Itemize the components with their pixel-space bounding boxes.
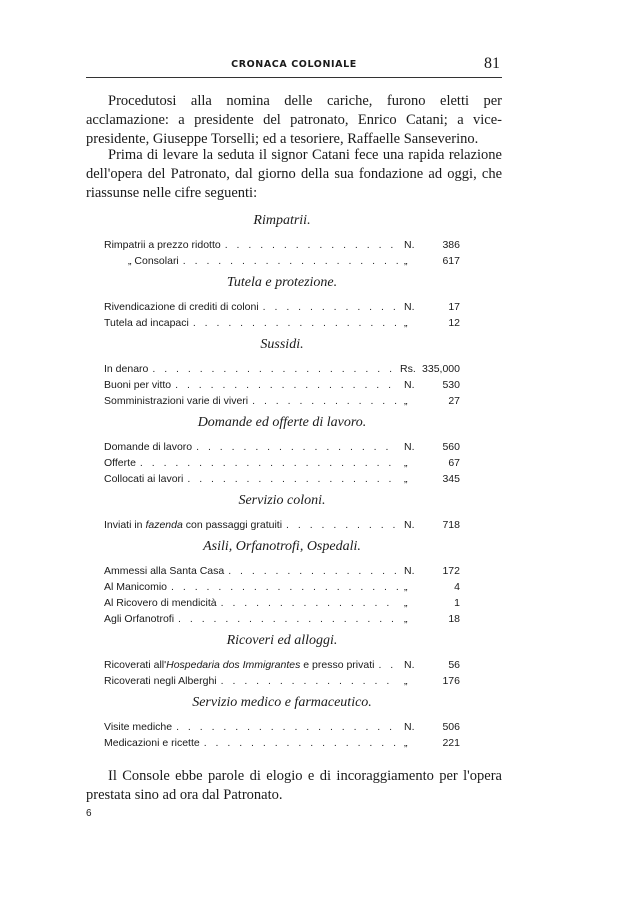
dot-leader xyxy=(176,721,398,733)
page-header xyxy=(86,55,502,78)
section-title: Tutela e protezione. xyxy=(226,275,338,290)
stat-unit: N. xyxy=(404,379,415,391)
stat-unit: „ xyxy=(404,597,408,609)
dot-leader xyxy=(196,441,398,453)
dot-leader xyxy=(252,395,398,407)
stat-row xyxy=(104,565,460,581)
stat-value: 17 xyxy=(448,301,460,313)
section-title: Domande ed offerte di lavoro. xyxy=(197,415,367,430)
stat-label-part: e presso privati xyxy=(300,659,375,671)
stat-unit: N. xyxy=(404,239,415,251)
stat-label: Buoni per vitto xyxy=(104,379,172,391)
stat-value: 67 xyxy=(448,457,460,469)
stat-row xyxy=(104,457,460,473)
stat-row xyxy=(104,473,460,489)
stat-row xyxy=(104,675,460,691)
stat-value: 4 xyxy=(454,581,460,593)
stat-label: Ammessi alla Santa Casa xyxy=(104,565,225,577)
stat-label: Domande di lavoro xyxy=(104,441,193,453)
stat-row xyxy=(104,255,460,271)
stat-label: Tutela ad incapaci xyxy=(104,317,189,329)
stat-row xyxy=(104,395,460,411)
stat-row xyxy=(104,301,460,317)
stat-unit: „ xyxy=(404,581,408,593)
stat-row xyxy=(104,519,460,535)
stat-label-part: con passaggi gratuiti xyxy=(182,519,283,531)
stat-label: „ Consolari xyxy=(128,255,179,267)
dot-leader xyxy=(152,363,394,375)
section-title: Ricoveri ed alloggi. xyxy=(226,633,338,648)
stat-unit: N. xyxy=(404,441,415,453)
stat-unit: „ xyxy=(404,613,408,625)
signature-mark: 6 xyxy=(86,808,92,819)
stat-unit: „ xyxy=(404,473,408,485)
stat-unit: „ xyxy=(404,395,408,407)
dot-leader xyxy=(378,659,398,671)
paragraph-election: Procedutosi alla nomina delle cariche, furono eletti per acclamazione: a presidente del patronato, Enrico Catani; a vice-presidente, Giuseppe Torselli; ed a tesoriere, Raffaelle Sanseverino. xyxy=(86,93,502,147)
stat-label: Ricoverati negli Alberghi xyxy=(104,675,217,687)
stat-unit: „ xyxy=(404,457,408,469)
stat-row xyxy=(104,613,460,629)
stat-label: Al Ricovero di mendicità xyxy=(104,597,217,609)
stat-row xyxy=(104,597,460,613)
dot-leader xyxy=(204,737,398,749)
dot-leader xyxy=(183,255,398,267)
stat-unit: „ xyxy=(404,675,408,687)
dot-leader xyxy=(171,581,398,593)
stat-value: 1 xyxy=(454,597,460,609)
dot-leader xyxy=(140,457,398,469)
stat-value: 345 xyxy=(442,473,460,485)
stat-label xyxy=(104,519,282,531)
paragraph-report: Prima di levare la seduta il signor Catani fece una rapida relazione dell'opera del Patronato, dal giorno della sua fondazione ad oggi, che riassunse nelle cifre seguenti: xyxy=(86,147,502,201)
dot-leader xyxy=(193,317,398,329)
stat-label: Visite mediche xyxy=(104,721,173,733)
stat-value: 335,000 xyxy=(422,363,460,375)
stat-label: Somministrazioni varie di viveri xyxy=(104,395,249,407)
stat-value: 221 xyxy=(442,737,460,749)
dot-leader xyxy=(175,379,398,391)
stat-row xyxy=(104,721,460,737)
stat-unit: Rs. xyxy=(400,363,416,375)
stat-row xyxy=(104,581,460,597)
stat-label: Medicazioni e ricette xyxy=(104,737,200,749)
section-title: Asili, Orfanotrofi, Ospedali. xyxy=(203,539,361,554)
paragraph-consul: Il Console ebbe parole di elogio e di incoraggiamento per l'opera prestata sino ad ora dal Patronato. xyxy=(86,768,502,803)
stat-unit: N. xyxy=(404,565,415,577)
section-title: Rimpatrii. xyxy=(253,213,311,228)
stat-value: 27 xyxy=(448,395,460,407)
stat-value: 718 xyxy=(442,519,460,531)
stat-value: 56 xyxy=(448,659,460,671)
stat-unit: N. xyxy=(404,659,415,671)
stat-unit: N. xyxy=(404,301,415,313)
dot-leader xyxy=(286,519,398,531)
stat-label: Rimpatrii a prezzo ridotto xyxy=(104,239,221,251)
page-number: 81 xyxy=(484,55,500,72)
stat-value: 560 xyxy=(442,441,460,453)
stat-label xyxy=(104,659,374,671)
stat-unit: „ xyxy=(404,255,408,267)
stat-label: Al Manicomio xyxy=(104,581,168,593)
stat-unit: N. xyxy=(404,721,415,733)
dot-leader xyxy=(221,597,398,609)
stat-value: 172 xyxy=(442,565,460,577)
stat-label: Offerte xyxy=(104,457,136,469)
stat-value: 176 xyxy=(442,675,460,687)
stat-label-part: Inviati in xyxy=(104,519,146,531)
dot-leader xyxy=(187,473,398,485)
stat-label: Rivendicazione di crediti di coloni xyxy=(104,301,259,313)
stat-value: 617 xyxy=(442,255,460,267)
stat-label: Agli Orfanotrofi xyxy=(104,613,175,625)
dot-leader xyxy=(263,301,398,313)
stat-label-part: Ricoverati all' xyxy=(104,659,167,671)
stat-label-emphasis: fazenda xyxy=(145,519,183,531)
section-title: Servizio coloni. xyxy=(238,493,326,508)
stat-row xyxy=(104,363,460,379)
stat-row xyxy=(104,317,460,333)
stat-label: In denaro xyxy=(104,363,149,375)
dot-leader xyxy=(228,565,398,577)
stat-value: 530 xyxy=(442,379,460,391)
running-title: CRONACA COLONIALE xyxy=(231,59,357,70)
stat-row xyxy=(104,659,460,675)
stat-unit: „ xyxy=(404,317,408,329)
dot-leader xyxy=(225,239,398,251)
stat-row xyxy=(104,737,460,753)
stat-value: 18 xyxy=(448,613,460,625)
section-title: Servizio medico e farmaceutico. xyxy=(192,695,372,710)
stat-unit: N. xyxy=(404,519,415,531)
statistics-summary xyxy=(104,209,460,753)
stat-label: Collocati ai lavori xyxy=(104,473,184,485)
dot-leader xyxy=(221,675,398,687)
stat-row xyxy=(104,239,460,255)
stat-row xyxy=(104,441,460,457)
section-title: Sussidi. xyxy=(260,337,304,352)
stat-unit: „ xyxy=(404,737,408,749)
stat-row xyxy=(104,379,460,395)
stat-value: 386 xyxy=(442,239,460,251)
stat-label-emphasis: Hospedaria dos Immigrantes xyxy=(166,659,301,671)
stat-value: 12 xyxy=(448,317,460,329)
stat-value: 506 xyxy=(442,721,460,733)
dot-leader xyxy=(178,613,398,625)
